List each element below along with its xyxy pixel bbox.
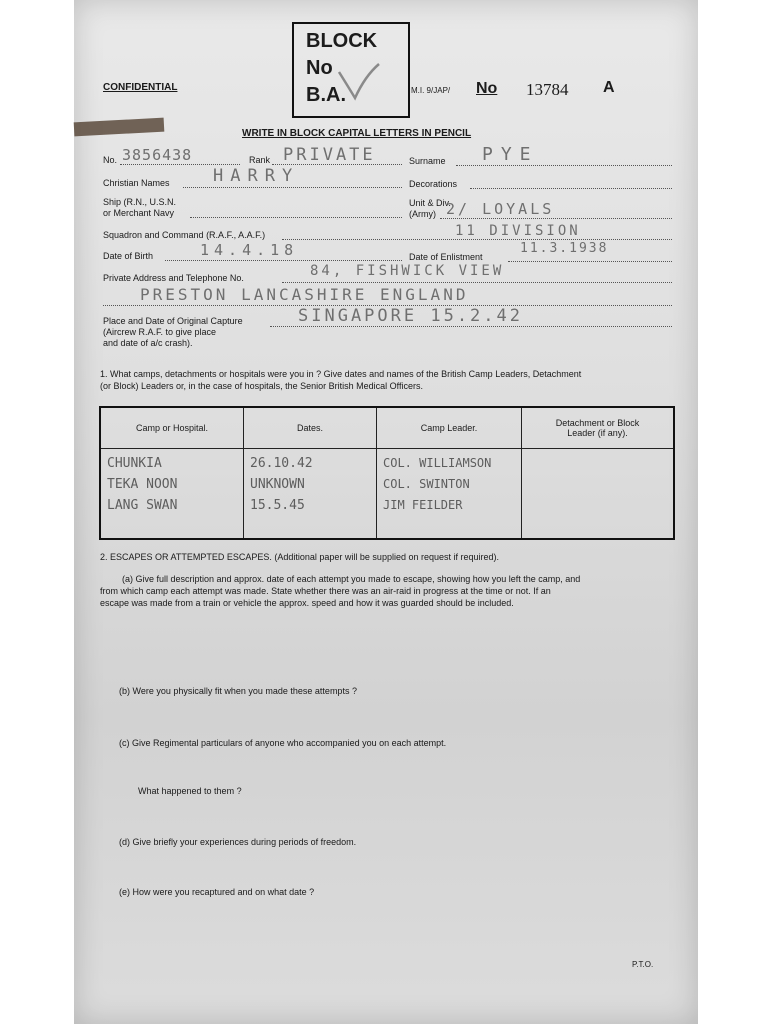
stamp-ba: B.A. — [306, 84, 346, 106]
rank-value: PRIVATE — [283, 145, 376, 165]
q2a-line1: (a) Give full description and approx. date of each attempt you made to escape, showing how you left the camp, and — [122, 574, 581, 584]
leader-row-3: JIM FEILDER — [383, 498, 463, 512]
squadron-label: Squadron and Command (R.A.F., A.A.F.) — [103, 230, 266, 240]
capture-value: SINGAPORE 15.2.42 — [298, 306, 523, 326]
camp-row-1: CHUNKIA — [107, 456, 162, 471]
q2d: (d) Give briefly your experiences during periods of freedom. — [119, 837, 357, 847]
q2c: (c) Give Regimental particulars of anyone who accompanied you on each attempt. — [119, 738, 447, 748]
dob-value: 14.4.18 — [200, 241, 299, 259]
ship-label-1: Ship (R.N., U.S.N. — [103, 197, 177, 207]
leader-row-1: COL. WILLIAMSON — [383, 456, 492, 470]
ref-prefix: M.I. 9/JAP/ — [411, 86, 451, 95]
service-number-value: 3856438 — [122, 146, 193, 164]
capture-label-2: (Aircrew R.A.F. to give place — [103, 327, 217, 337]
camps-table — [99, 406, 675, 540]
q2b: (b) Were you physically fit when you made these attempts ? — [119, 686, 357, 696]
surname-value: PYE — [482, 144, 539, 165]
unit-label-2: (Army) — [409, 209, 436, 219]
ship-label-2: or Merchant Navy — [103, 208, 175, 218]
camps-column — [100, 449, 244, 540]
address-value-2: PRESTON LANCASHIRE ENGLAND — [140, 285, 469, 304]
q2a-line3: escape was made from a train or vehicle the approx. speed and how it was guarded should be included. — [100, 598, 514, 608]
stamp-no: No — [306, 57, 333, 79]
q2c-followup: What happened to them ? — [138, 786, 242, 796]
unit-value-1: 2/ LOYALS — [446, 200, 555, 218]
no-label: No. — [103, 155, 118, 165]
detachment-column — [522, 449, 675, 540]
stamp-block: BLOCK — [306, 30, 378, 52]
confidential-label: CONFIDENTIAL — [103, 82, 178, 93]
christian-names-label: Christian Names — [103, 178, 170, 188]
unit-label-1: Unit & Div. — [409, 198, 451, 208]
col-detachment-header: Detachment or Block Leader (if any). — [522, 407, 675, 449]
enlistment-value: 11.3.1938 — [520, 241, 609, 256]
col-camp-header: Camp or Hospital. — [100, 407, 244, 449]
dates-column — [244, 449, 377, 540]
form-number: 13784 — [526, 80, 569, 99]
rank-label: Rank — [249, 155, 271, 165]
pto-label: P.T.O. — [632, 960, 654, 969]
surname-label: Surname — [409, 156, 446, 166]
decorations-label: Decorations — [409, 179, 458, 189]
dob-label: Date of Birth — [103, 251, 154, 261]
q1-line1: 1. What camps, detachments or hospitals were you in ? Give dates and names of the British Camp Leaders, Detachment — [100, 369, 582, 379]
leader-column — [377, 449, 522, 540]
form-suffix: A — [603, 79, 615, 96]
camp-row-2: TEKA NOON — [107, 477, 178, 492]
col-dates-header: Dates. — [244, 407, 377, 449]
date-row-2: UNKNOWN — [250, 477, 305, 492]
christian-names-value: HARRY — [213, 166, 300, 186]
no-label: No — [476, 80, 498, 97]
date-row-1: 26.10.42 — [250, 456, 313, 471]
address-value-1: 84, FISHWICK VIEW — [310, 263, 505, 279]
q2e: (e) How were you recaptured and on what date ? — [119, 887, 315, 897]
col-leader-header: Camp Leader. — [377, 407, 522, 449]
enlistment-label: Date of Enlistment — [409, 252, 483, 262]
unit-value-2: 11 DIVISION — [455, 223, 581, 239]
instruction-heading: WRITE IN BLOCK CAPITAL LETTERS IN PENCIL — [242, 128, 472, 139]
tick-mark — [335, 58, 385, 108]
camp-row-3: LANG SWAN — [107, 498, 178, 513]
leader-row-2: COL. SWINTON — [383, 477, 470, 491]
address-label: Private Address and Telephone No. — [103, 273, 244, 283]
q1-line2: (or Block) Leaders or, in the case of hospitals, the Senior British Medical Officers. — [100, 381, 423, 391]
capture-label-3: and date of a/c crash). — [103, 338, 193, 348]
q2-heading: 2. ESCAPES OR ATTEMPTED ESCAPES. (Additional paper will be supplied on request if required). — [100, 552, 500, 562]
q2a-line2: from which camp each attempt was made. State whether there was an air-raid in progress at the time or not. If an — [100, 586, 551, 596]
capture-label-1: Place and Date of Original Capture — [103, 316, 243, 326]
date-row-3: 15.5.45 — [250, 498, 305, 513]
